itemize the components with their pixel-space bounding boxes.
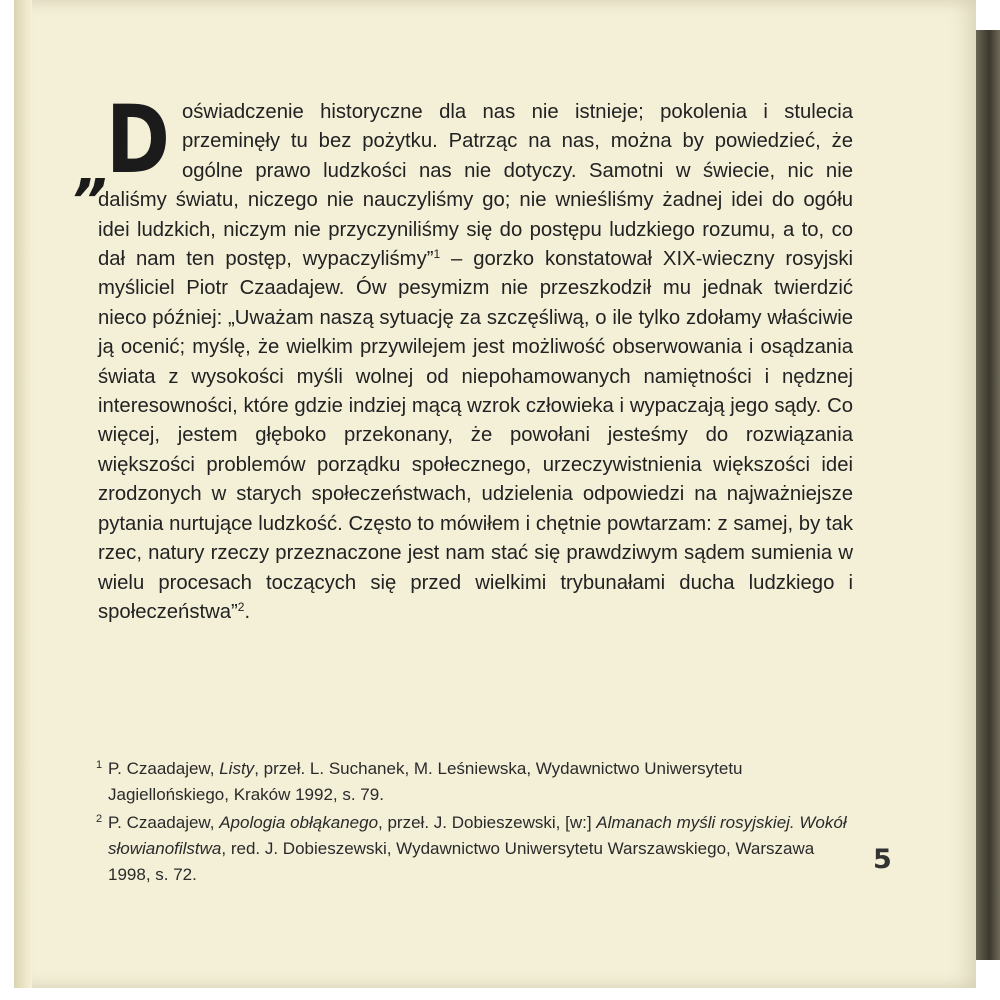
drop-cap-quote-mark: „ <box>68 135 122 203</box>
footnote-text: P. Czaadajew, <box>108 813 220 832</box>
footnote-1 <box>96 756 848 808</box>
footnote-title: Almanach myśli rosyjskiej. Wokół słowianofilstwa <box>108 813 847 858</box>
footnote-number: 2 <box>96 813 103 825</box>
footnote-title: Apologia obłąkanego <box>219 813 379 832</box>
footnote-title: Listy <box>219 759 255 778</box>
book-page-edge <box>976 30 1000 960</box>
footnote-text: , red. J. Dobieszewski, Wydawnictwo Uniwersytetu Warszawskiego, Warszawa 1998, s. 72. <box>108 839 815 884</box>
footnote-text: , przeł. J. Dobieszewski, [w:] <box>378 813 597 832</box>
paragraph-text-end: . <box>244 600 251 623</box>
footnote-number: 1 <box>96 759 103 771</box>
main-paragraph <box>68 86 853 627</box>
footnote-text: P. Czaadajew, <box>108 759 220 778</box>
footnote-ref-2: 2 <box>237 599 245 614</box>
footnote-text: , przeł. L. Suchanek, M. Leśniewska, Wydawnictwo Uniwersytetu Jagiellońskiego, Kraków 1992, s. 79. <box>108 759 743 804</box>
paragraph-text-part-2: – gorzko konstatował XIX-wieczny rosyjski myśliciel Piotr Czaadajew. Ów pesymizm nie przeszkodził mu jednak twierdzić nieco później: „Uważam naszą sytuację za szczęśliwą, o ile tylko zdołamy właściwie ją ocenić; myślę, że wielkim przywilejem jest możliwość obserwowania i osądzania świata z wysokości myśli wolnej od niepohamowanych namiętności i nędznej interesowności, które gdzie indziej mącą wzrok człowieka i wypaczają jego sądy. Co więcej, jestem głęboko przekonany, że powołani jesteśmy do rozwiązania większości problemów porządku społecznego, urzeczywistnienia większości idei zrodzonych w starych społeczeństwach, udzielenia odpowiedzi na najważniejsze pytania nurtujące ludzkość. Często to mówiłem i chętnie powtarzam: z samej, by tak rzec, natury rzeczy przeznaczone jest nam stać się prawdziwym sądem sumienia w wielu procesach toczących się przed wielkimi trybunałami ducha ludzkiego i społeczeństwa” <box>98 248 853 623</box>
page-number: 5 <box>873 844 892 875</box>
page-gutter-shadow <box>14 0 32 988</box>
footnote-ref-1: 1 <box>433 247 441 262</box>
footnotes <box>96 756 848 890</box>
drop-cap-letter: D <box>106 86 170 195</box>
drop-cap-block <box>68 86 176 203</box>
footnote-2 <box>96 810 848 888</box>
paragraph-text-part-1: oświadczenie historyczne dla nas nie istnieje; pokolenia i stulecia przeminęły tu bez pożytku. Patrząc na nas, można by powiedzieć, że ogólne prawo ludzkości nas nie dotyczy. Samotni w świecie, nic nie daliśmy światu, niczego nie nauczyliśmy go; nie wnieśliśmy żadnej idei do ogółu idei ludzkich, niczym nie przyczyniliśmy się do postępu ludzkiego rozumu, a to, co dał nam ten postęp, wypaczyliśmy” <box>98 101 853 271</box>
